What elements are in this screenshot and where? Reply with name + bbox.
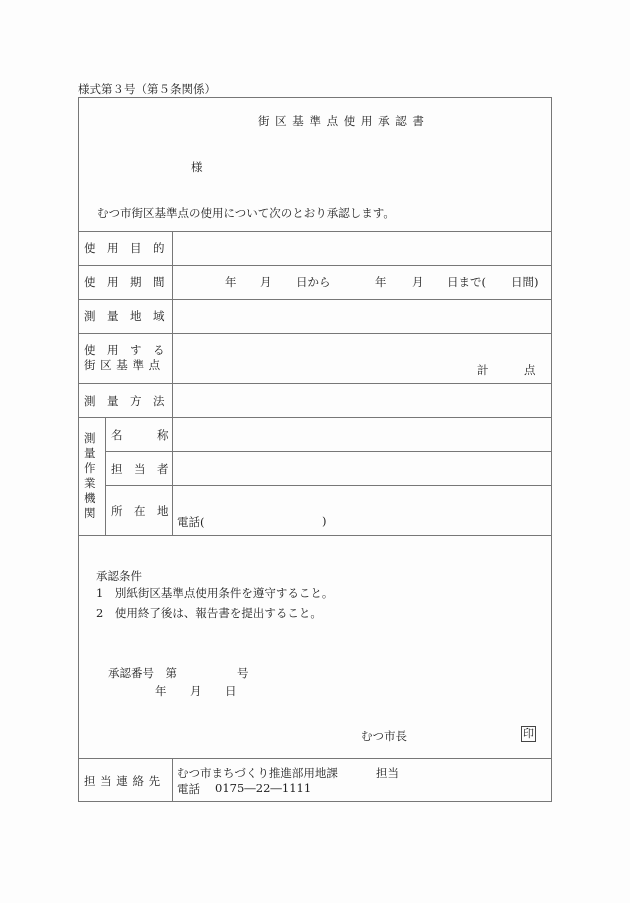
approval-number-suffix: 号: [237, 666, 249, 680]
divider: [78, 231, 552, 232]
period-from-month: 月: [260, 275, 272, 289]
contact-department: むつ市まちづくり推進部用地課: [177, 766, 338, 780]
divider: [78, 417, 552, 418]
agency-name-field[interactable]: [174, 419, 550, 450]
approval-date-year: 年: [155, 684, 167, 698]
period-from-day: 日から: [296, 275, 331, 289]
period-to-day: 日まで(: [447, 275, 486, 289]
agency-phone-close: ): [322, 514, 327, 528]
label-agency-char: 業: [84, 476, 96, 490]
label-agency-group: [84, 431, 96, 521]
contact-person-label: 担当: [376, 766, 399, 780]
divider: [172, 758, 173, 802]
label-agency-char: 関: [84, 506, 96, 520]
points-total-label: 計: [477, 363, 489, 377]
period-from-year: 年: [225, 275, 237, 289]
label-period: 使 用 期 間: [84, 275, 165, 289]
period-days: 日間): [511, 275, 539, 289]
divider: [172, 231, 173, 535]
divider: [78, 383, 552, 384]
divider: [78, 758, 552, 759]
label-agency-char: 機: [84, 491, 96, 505]
area-field[interactable]: [174, 301, 550, 332]
points-unit: 点: [524, 363, 536, 377]
seal-mark: 印: [523, 727, 534, 740]
approval-date-month: 月: [190, 684, 202, 698]
divider: [78, 265, 552, 266]
label-points-2: 街 区 基 準 点: [84, 358, 161, 372]
label-purpose: 使 用 目 的: [84, 241, 165, 255]
condition-item: 2 使用終了後は、報告書を提出すること。: [96, 606, 322, 620]
label-agency-char: 量: [84, 446, 96, 460]
form-title: 街 区 基 準 点 使 用 承 認 書: [258, 114, 425, 128]
period-to-year: 年: [375, 275, 387, 289]
label-agency-address: 所 在 地: [111, 504, 169, 518]
addressee-suffix: 様: [191, 160, 203, 174]
contact-phone-number: 0175―22―1111: [215, 781, 312, 795]
statement: むつ市街区基準点の使用について次のとおり承認します。: [97, 206, 395, 220]
issuer: むつ市長: [361, 729, 407, 743]
purpose-field[interactable]: [174, 233, 550, 264]
label-area: 測 量 地 域: [84, 309, 165, 323]
divider: [78, 333, 552, 334]
divider: [78, 535, 552, 536]
agency-person-field[interactable]: [174, 453, 550, 484]
conditions-heading: 承認条件: [96, 569, 142, 583]
period-to-month: 月: [412, 275, 424, 289]
label-method: 測 量 方 法: [84, 394, 165, 408]
label-agency-name: 名 称: [111, 428, 169, 442]
label-contact: 担 当 連 絡 先: [84, 774, 161, 788]
label-agency-char: 測: [84, 431, 96, 445]
form-number: 様式第３号（第５条関係）: [78, 82, 216, 96]
label-agency-char: 作: [84, 461, 96, 475]
label-agency-person: 担 当 者: [111, 462, 169, 476]
label-points-1: 使 用 す る: [84, 343, 165, 357]
contact-phone-label: 電話: [177, 782, 200, 796]
approval-number-label: 承認番号 第: [108, 666, 177, 680]
divider: [78, 299, 552, 300]
condition-item: 1 別紙街区基準点使用条件を遵守すること。: [96, 586, 334, 600]
divider: [105, 417, 106, 535]
method-field[interactable]: [174, 385, 550, 416]
approval-date-day: 日: [225, 684, 237, 698]
agency-phone-open: 電話(: [177, 515, 205, 529]
